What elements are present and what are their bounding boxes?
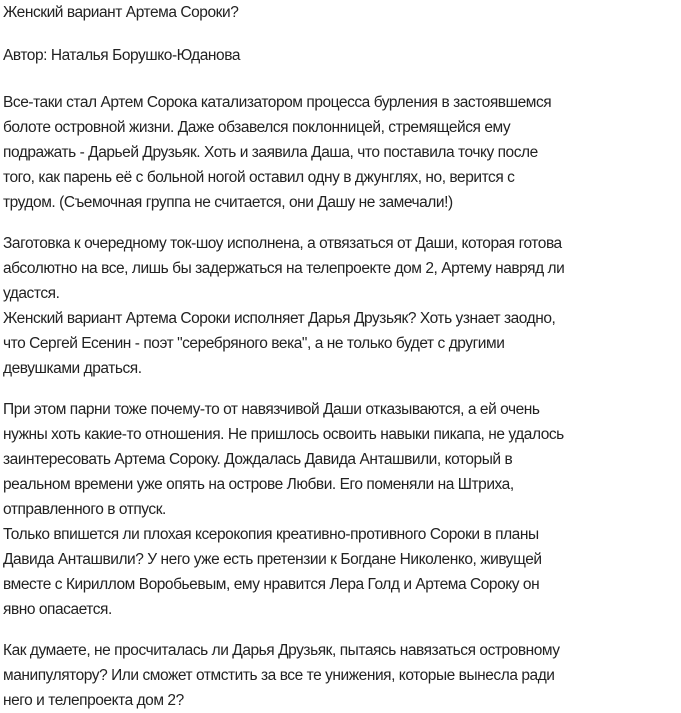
- text-line: При этом парни тоже почему-то от навязчивой Даши отказываются, а ей очень: [3, 401, 540, 418]
- text-line: что Сергей Есенин - поэт "серебряного века", а не только будет с другими: [3, 335, 505, 352]
- text-line: Все-таки стал Артем Сорока катализатором процесса бурления в застоявшемся: [3, 94, 552, 111]
- text-line: трудом. (Съемочная группа не считается, они Дашу не замечали!): [3, 194, 453, 211]
- text-line: девушками драться.: [3, 360, 142, 377]
- text-line: того, как парень её с больной ногой оставил одну в джунглях, но, верится с: [3, 169, 515, 186]
- text-line: заинтересовать Артема Сороку. Дождалась Давида Анташвили, который в: [3, 451, 513, 468]
- text-line: болоте островной жизни. Даже обзавелся поклонницей, стремящейся ему: [3, 119, 511, 136]
- text-line: Женский вариант Артема Сороки исполняет Дарья Друзьяк? Хоть узнает заодно,: [3, 310, 556, 327]
- text-line: Как думаете, не просчиталась ли Дарья Друзьяк, пытаясь навязаться островному: [3, 642, 560, 659]
- text-line: явно опасается.: [3, 601, 112, 618]
- article-title: Женский вариант Артема Сороки?: [3, 4, 239, 21]
- text-line: него и телепроекта дом 2?: [3, 692, 184, 709]
- text-line: нужны хоть какие-то отношения. Не пришлось освоить навыки пикапа, не удалось: [3, 426, 564, 443]
- text-line: манипулятору? Или сможет отмстить за все те унижения, которые вынесла ради: [3, 667, 555, 684]
- article-author: Автор: Наталья Борушко-Юданова: [3, 47, 240, 64]
- text-line: удастся.: [3, 285, 60, 302]
- text-line: подражать - Дарьей Друзьяк. Хоть и заявила Даша, что поставила точку после: [3, 144, 538, 161]
- text-line: вместе с Кириллом Воробьевым, ему нравится Лера Голд и Артема Сороку он: [3, 576, 540, 593]
- text-line: отправленного в отпуск.: [3, 501, 166, 518]
- text-line: Давида Анташвили? У него уже есть претензии к Богдане Николенко, живущей: [3, 551, 542, 568]
- text-line: абсолютно на все, лишь бы задержаться на телепроекте дом 2, Артему навряд ли: [3, 260, 565, 277]
- text-line: Заготовка к очередному ток-шоу исполнена, а отвязаться от Даши, которая готова: [3, 235, 562, 252]
- text-line: Только впишется ли плохая ксерокопия креативно-противного Сороки в планы: [3, 526, 539, 543]
- text-line: реальном времени уже опять на острове Любви. Его поменяли на Штриха,: [3, 476, 514, 493]
